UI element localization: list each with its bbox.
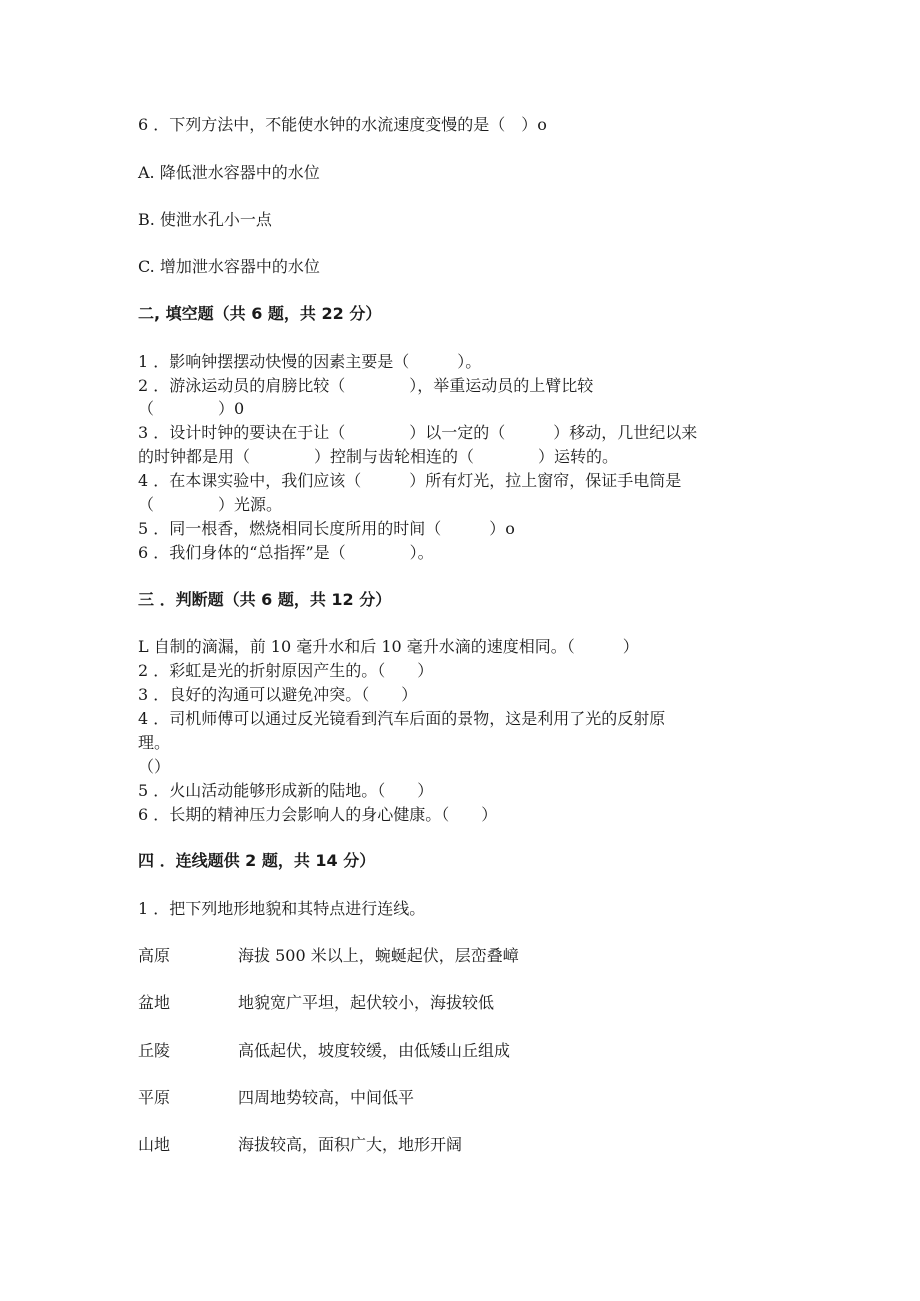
match-term: 盆地	[138, 993, 171, 1012]
fill-line: 2 ．游泳运动员的肩膀比较（ ），举重运动员的上臂比较	[138, 376, 594, 395]
fill-line: 1 ．影响钟摆摆动快慢的因素主要是（ ）。	[138, 352, 482, 371]
judge-line: （）	[138, 757, 171, 776]
judge-line: 5 ．火山活动能够形成新的陆地。（ ）	[138, 781, 434, 800]
section-3-heading: 三 ．判断题（共 6 题，共 12 分）	[138, 590, 392, 609]
match-description: 地貌宽广平坦，起伏较小，海拔较低	[238, 993, 495, 1012]
fill-line: 4 ．在本课实验中，我们应该（ ）所有灯光，拉上窗帘，保证手电筒是	[138, 471, 682, 490]
question-6-stem: 6 ．下列方法中，不能使水钟的水流速度变慢的是（ ）o	[138, 115, 547, 134]
fill-line: 5 ．同一根香，燃烧相同长度所用的时间（ ）o	[138, 519, 515, 538]
match-description: 高低起伏，坡度较缓，由低矮山丘组成	[238, 1041, 511, 1060]
fill-line: 6 ．我们身体的“总指挥”是（ ）。	[138, 543, 434, 562]
match-term: 平原	[138, 1088, 171, 1107]
judge-line: 6 ．长期的精神压力会影响人的身心健康。（ ）	[138, 805, 498, 824]
match-term: 高原	[138, 946, 171, 965]
question-6-option-a: A. 降低泄水容器中的水位	[138, 163, 320, 182]
fill-line: 的时钟都是用（ ）控制与齿轮相连的（ ）运转的。	[138, 447, 619, 466]
judge-line: 理。	[138, 733, 171, 752]
fill-line: 3 ．设计时钟的要诀在于让（ ）以一定的（ ）移动，几世纪以来	[138, 423, 698, 442]
judge-line: 3 ．良好的沟通可以避免冲突。（ ）	[138, 685, 418, 704]
match-term: 丘陵	[138, 1041, 171, 1060]
match-description: 海拔较高，面积广大，地形开阔	[238, 1135, 463, 1154]
section-2-heading: 二, 填空题（共 6 题，共 22 分）	[138, 304, 382, 323]
judge-line: 2 ．彩虹是光的折射原因产生的。（ ）	[138, 661, 434, 680]
question-6-option-c: C. 增加泄水容器中的水位	[138, 257, 320, 276]
matching-intro: 1 ．把下列地形地貌和其特点进行连线。	[138, 899, 426, 918]
question-6-option-b: B. 使泄水孔小一点	[138, 210, 272, 229]
fill-line: （ ）光源。	[138, 495, 283, 514]
fill-line: （ ）0	[138, 399, 245, 418]
match-description: 四周地势较高，中间低平	[238, 1088, 415, 1107]
section-4-heading: 四 ．连线题供 2 题，共 14 分）	[138, 851, 376, 870]
judge-line: 4 ．司机师傅可以通过反光镜看到汽车后面的景物，这是利用了光的反射原	[138, 709, 666, 728]
judge-line: L 自制的滴漏，前 10 毫升水和后 10 毫升水滴的速度相同。（ ）	[138, 637, 639, 656]
match-description: 海拔 500 米以上，蜿蜒起伏，层峦叠嶂	[238, 946, 519, 965]
match-term: 山地	[138, 1135, 171, 1154]
